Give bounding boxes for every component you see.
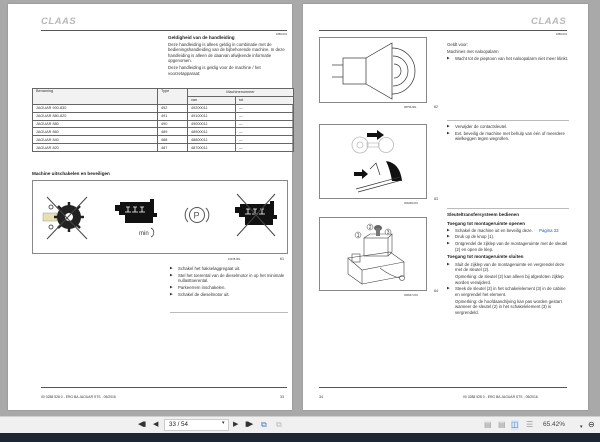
key-and-wheel-chock-icon [320,125,426,198]
page-33 [8,4,292,410]
cell-from: 48900011 [188,128,236,136]
section-rule [447,208,569,209]
cell-from: 49200011 [188,104,236,112]
single-page-view-icon[interactable]: ▤ [484,420,492,429]
header-rule [319,30,567,31]
shutdown-heading: Machine uitschakelen en beveiligen [32,171,110,176]
cell-name: JAGUAR 820 [33,144,158,152]
applies-to-value: Machines met naloopalarm [447,49,499,55]
figure-62 [319,37,427,103]
cell-name: JAGUAR 840 [33,136,158,144]
table-row [33,144,294,152]
cell-type: 492 [158,104,188,112]
table-row [33,128,294,136]
two-page-view-icon[interactable]: ◫ [511,420,519,429]
cell-from: 48700011 [188,144,236,152]
cell-name: JAGUAR 900-830 [33,104,158,112]
figure-63-number: 63 [434,197,438,201]
two-page-continuous-view-icon[interactable]: ☰ [526,420,534,429]
callout-2: 2 [368,225,372,231]
applies-to-label: Geldt voor: [447,42,469,47]
last-page-button[interactable]: ▮▶ [245,421,253,428]
machine-table [32,88,294,152]
continuous-view-icon[interactable]: ▤ [498,420,506,429]
figure-64-code: 300007-001 [404,294,418,297]
next-view-icon[interactable]: ⧉ [276,420,282,429]
note-text: Opmerking: de hoofdaandrijving kan pas worden gestart wanneer de sleutel (2) in het schakelelement (3) is vergrendeld. [455,298,562,315]
footer-doc-id: 00 0288 528 0 - ERG BA JAGUAR STS - 05/2016 [463,395,538,399]
step-text: Schakel de machine uit en beveilig deze. [455,227,533,233]
figure-63 [319,124,427,199]
previous-page-button[interactable]: ◀ [153,421,159,428]
engine-off-icon [231,191,283,241]
footer-rule [319,387,567,388]
note-text: Opmerking: de sleutel (2) kan alleen bij afgesloten zijklep worden verwijderd. [455,273,564,285]
cell-from: 49100011 [188,112,236,120]
cell-name: JAGUAR 860 [33,128,158,136]
step-item: ▶ Stel het toerental van de dieselmotor in op het minimale nullasttoerental. [170,273,288,284]
figure-61-number: 61 [280,257,284,261]
cell-type: 490 [158,120,188,128]
figure-62-code: 08756-001 [404,106,417,109]
table-row [33,120,294,128]
page-34 [303,4,588,410]
zoom-dropdown-icon[interactable]: ▾ [580,424,583,430]
key-system-heading: Sleuteltransfersysteem bedienen [447,212,519,217]
page-number-input[interactable]: 33 / 54 [164,419,229,431]
close-heading: Toegang tot montageruimte sluiten [447,254,524,260]
previous-view-icon[interactable]: ⧉ [261,420,267,429]
cell-type: 489 [158,128,188,136]
step-item [447,228,571,234]
step-item: ▶ Verwijder de contactsleutel. [447,124,569,130]
table-row [33,136,294,144]
page-dropdown-icon[interactable]: ▾ [222,420,225,426]
validity-heading: Geldigheid van de handleiding [168,35,235,40]
cell-type: 488 [158,136,188,144]
footer-rule [41,387,287,388]
callout-1: 1 [356,233,360,239]
next-page-button[interactable]: ▶ [233,421,239,428]
cell-to: — [236,112,294,120]
col-header-machine-number: Machinenummer [188,89,294,97]
step-item: ▶ Schakel het hakselaggregaat uit. [170,266,288,272]
step-item: ▶ Sluit de zijklep van de montageruimte en vergrendel deze met de sleutel (2). [447,262,571,273]
key-transfer-unit-illustration [320,218,426,290]
figure-62-number: 62 [434,105,438,109]
col-header-name: Benaming [33,89,158,105]
svg-text:min: min [139,231,149,237]
step-item: ▶ Schakel de dieselmotor uit. [170,292,288,298]
validity-text-2: Deze handleiding is geldig voor de machine / het voorzetapparaat: [168,65,261,76]
validity-text-1: Deze handleiding is alleen geldig in combinatie met de bedieningshandleiding van de bijbehorende machine. In deze handleiding is alleen de daarvan afwijkende informatie opgenomen. [168,41,285,64]
callout-3: 3 [386,230,390,236]
cell-from: 49000011 [188,120,236,128]
cell-type: 491 [158,112,188,120]
figure-61-code: 15078-001 [228,258,241,261]
col-header-from: van [188,96,236,104]
page-33-link[interactable]: ☞ Pagina 33 [534,227,559,233]
cutterhead-off-icon [41,193,93,243]
table-row [33,104,294,112]
page-number: 34 [319,395,323,399]
cell-to: — [236,120,294,128]
zoom-out-icon[interactable]: ⊖ [588,420,595,429]
engine-idle-icon [111,197,161,241]
step-item: ▶ Ontgrendel de zijklep van de montageruimte met de sleutel (2) en open de klep. [447,241,571,252]
os-taskbar [0,433,600,442]
section-code: 1869-001 [556,33,567,36]
step-item: ▶ Parkeerrem inschakelen. [170,285,288,291]
section-code: 1869-001 [276,33,287,36]
cell-to: — [236,128,294,136]
page-number: 33 [280,395,284,399]
section-rule [447,120,569,121]
svg-text:P: P [193,210,200,221]
section-rule [170,312,288,313]
cell-from: 48800011 [188,136,236,144]
shutdown-steps [170,266,288,299]
figure-64-number: 64 [434,289,438,293]
open-heading: Toegang tot montageruimte openen [447,220,526,226]
col-header-type: Type [158,89,188,105]
cell-to: — [236,144,294,152]
header-rule [41,30,287,31]
zoom-level[interactable]: 65.42% [543,421,566,428]
figure-64 [319,217,427,291]
first-page-button[interactable]: ◀▮ [138,421,146,428]
step-item: ▶ Druk op de knop (1). [447,234,571,240]
claas-logo: CLAAS [531,16,567,27]
step-item: ▶ Steek de sleutel (2) in het schakelelement (3) in de cabine en vergrendel het element. [447,286,571,297]
step-item: ▶ Evt. beveilig de machine met behulp van één of meerdere wielkeggen tegen wegrollen. [447,131,569,142]
cell-to: — [236,136,294,144]
cell-type: 487 [158,144,188,152]
figure-61 [32,180,288,254]
table-row [33,112,294,120]
parking-brake-icon [183,203,211,227]
cell-to: — [236,104,294,112]
viewer-statusbar [0,416,600,433]
figure-63-code: 300248-001 [404,202,418,205]
col-header-to: tot [236,96,294,104]
step-item: ▶ Wacht tot de pieptoon van het naloopalarm niet meer klinkt. [447,56,569,62]
claas-logo: CLAAS [41,16,77,27]
footer-doc-id: 00 0288 528 0 - ERG BA JAGUAR STS - 05/2016 [41,395,116,399]
cell-name: JAGUAR 880 [33,120,158,128]
cell-name: JAGUAR 880-820 [33,112,158,120]
alarm-speaker-icon [320,38,426,102]
